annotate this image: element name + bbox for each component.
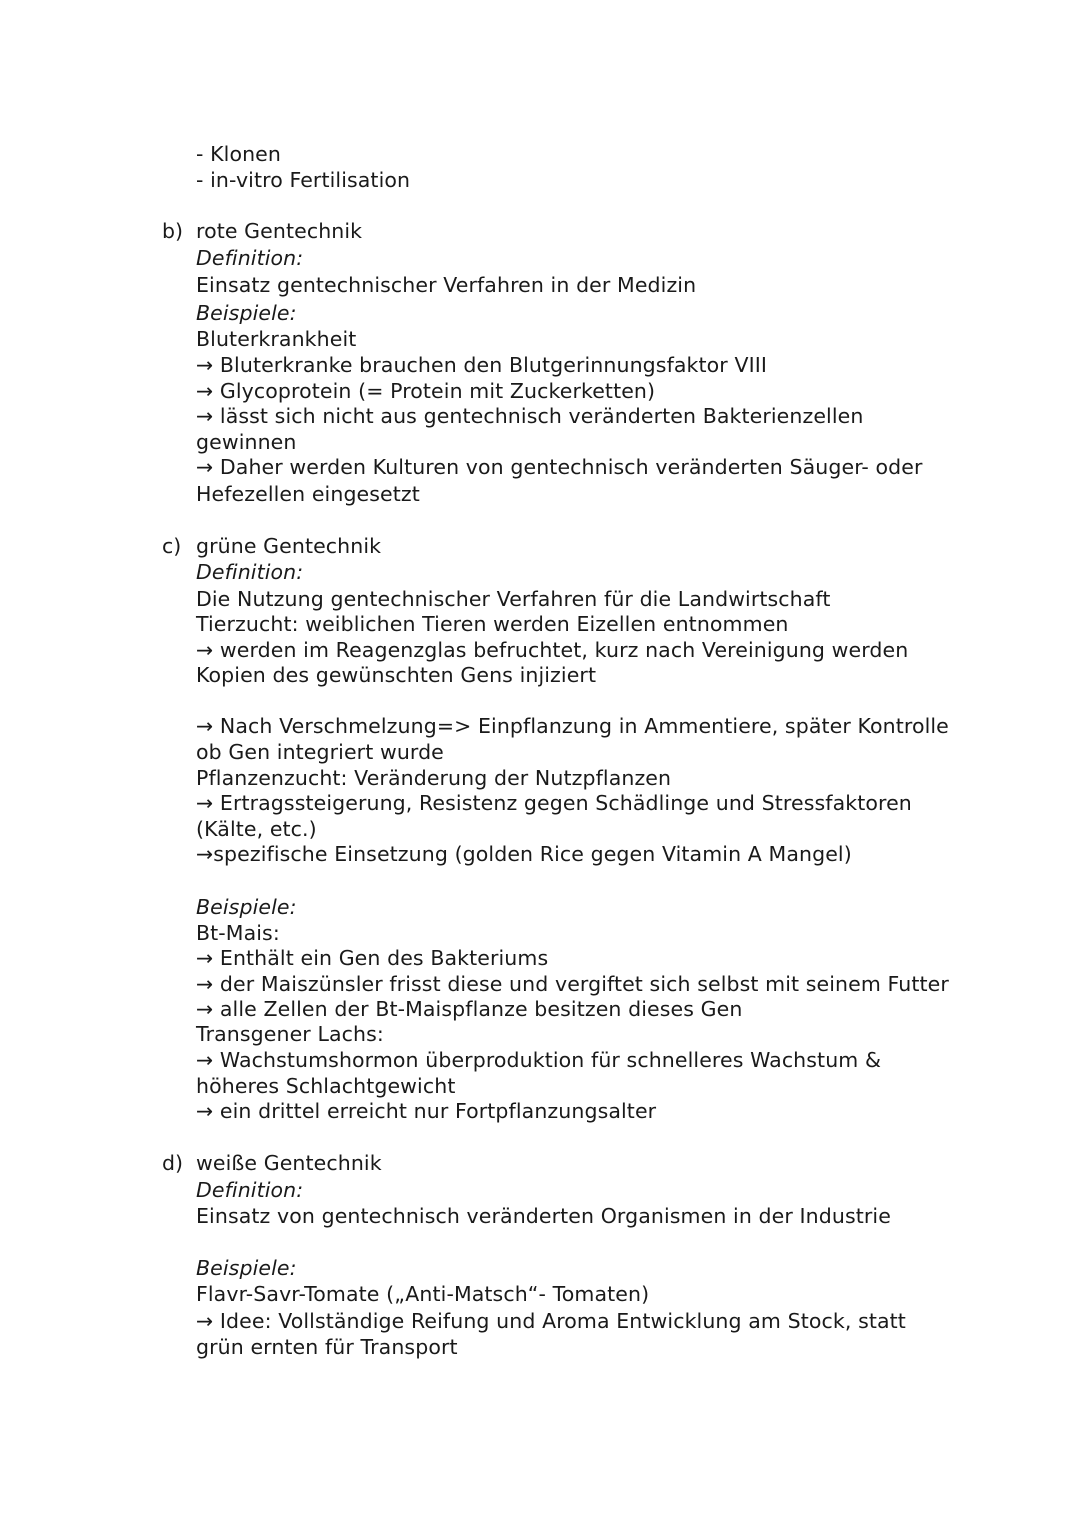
label-definition: Definition: xyxy=(196,1178,304,1202)
section-heading: rote Gentechnik xyxy=(196,219,363,243)
text-line: Transgener Lachs: xyxy=(196,1022,384,1046)
text-line: Bt-Mais: xyxy=(196,921,280,945)
label-definition: Definition: xyxy=(196,246,304,270)
text-line: → alle Zellen der Bt-Maispflanze besitzen dieses Gen xyxy=(196,997,743,1021)
text-line: → werden im Reagenzglas befruchtet, kurz nach Vereinigung werden xyxy=(196,638,909,662)
text-line: → Nach Verschmelzung=> Einpflanzung in Ammentiere, später Kontrolle xyxy=(196,714,949,738)
text-line: Kopien des gewünschten Gens injiziert xyxy=(196,663,597,687)
intro-item: - Klonen xyxy=(196,142,281,166)
text-line: (Kälte, etc.) xyxy=(196,817,317,841)
text-line: Einsatz von gentechnisch veränderten Organismen in der Industrie xyxy=(196,1204,891,1228)
text-line: → Wachstumshormon überproduktion für schnelleres Wachstum & xyxy=(196,1048,882,1072)
section-heading: weiße Gentechnik xyxy=(196,1151,382,1175)
label-definition: Definition: xyxy=(196,560,304,584)
text-line: Flavr-Savr-Tomate („Anti-Matsch“- Tomaten) xyxy=(196,1282,650,1306)
label-examples: Beispiele: xyxy=(196,895,297,919)
text-line: → ein drittel erreicht nur Fortpflanzungsalter xyxy=(196,1099,657,1123)
text-line: ob Gen integriert wurde xyxy=(196,740,444,764)
text-line: Pflanzenzucht: Veränderung der Nutzpflanzen xyxy=(196,766,672,790)
label-examples: Beispiele: xyxy=(196,1256,297,1280)
text-line: gewinnen xyxy=(196,430,297,454)
section-marker: c) xyxy=(162,534,182,558)
text-line: Die Nutzung gentechnischer Verfahren für die Landwirtschaft xyxy=(196,587,831,611)
text-line: Einsatz gentechnischer Verfahren in der Medizin xyxy=(196,273,697,297)
text-line: → lässt sich nicht aus gentechnisch veränderten Bakterienzellen xyxy=(196,404,864,428)
text-line: → Ertragssteigerung, Resistenz gegen Schädlinge und Stressfaktoren xyxy=(196,791,912,815)
text-line: Hefezellen eingesetzt xyxy=(196,482,420,506)
text-line: Tierzucht: weiblichen Tieren werden Eizellen entnommen xyxy=(196,612,789,636)
text-line: →spezifische Einsetzung (golden Rice gegen Vitamin A Mangel) xyxy=(196,842,852,866)
text-line: → Enthält ein Gen des Bakteriums xyxy=(196,946,549,970)
intro-item: - in-vitro Fertilisation xyxy=(196,168,411,192)
text-line: → Idee: Vollständige Reifung und Aroma Entwicklung am Stock, statt xyxy=(196,1309,906,1333)
text-line: → Daher werden Kulturen von gentechnisch veränderten Säuger- oder xyxy=(196,455,923,479)
text-line: → Glycoprotein (= Protein mit Zuckerketten) xyxy=(196,379,656,403)
section-marker: b) xyxy=(162,219,184,243)
section-heading: grüne Gentechnik xyxy=(196,534,382,558)
text-line: Bluterkrankheit xyxy=(196,327,357,351)
text-line: grün ernten für Transport xyxy=(196,1335,458,1359)
label-examples: Beispiele: xyxy=(196,301,297,325)
text-line: höheres Schlachtgewicht xyxy=(196,1074,456,1098)
text-line: → der Maiszünsler frisst diese und vergiftet sich selbst mit seinem Futter xyxy=(196,972,949,996)
section-marker: d) xyxy=(162,1151,184,1175)
text-line: → Bluterkranke brauchen den Blutgerinnungsfaktor VIII xyxy=(196,353,768,377)
